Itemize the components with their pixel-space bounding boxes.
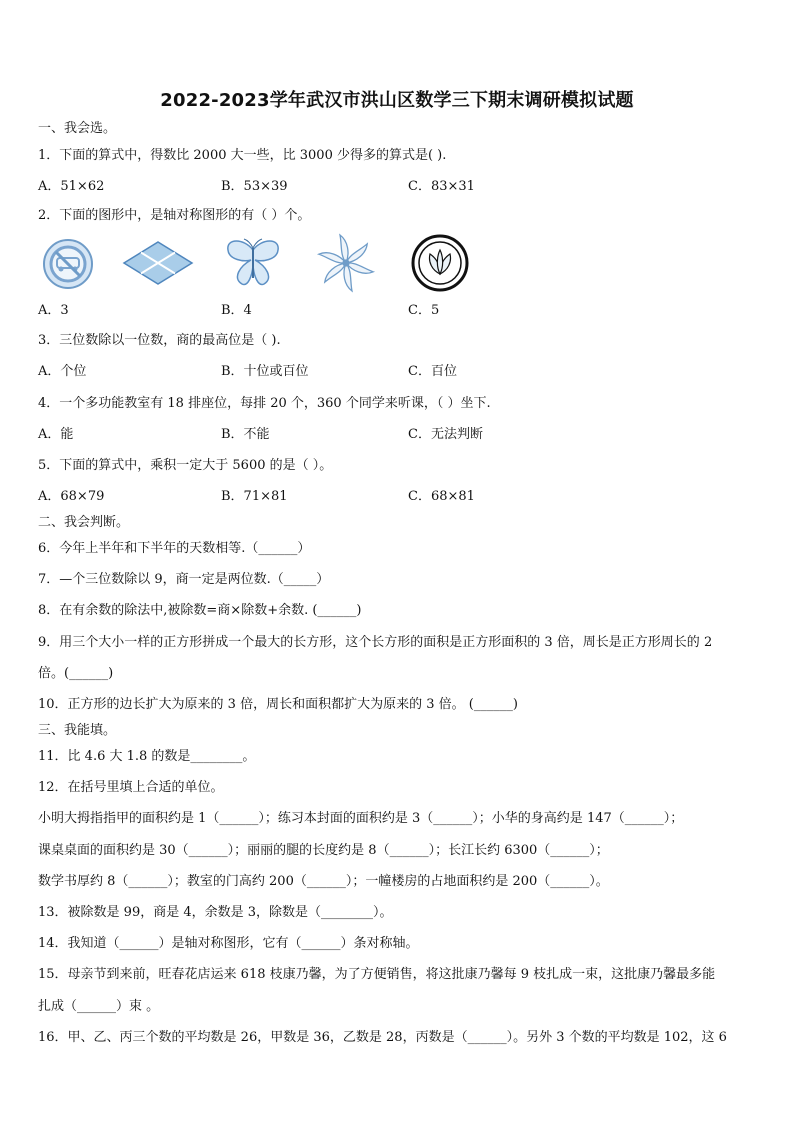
question-1: 1．下面的算式中，得数比 2000 大一些，比 3000 少得多的算式是( ). — [38, 148, 447, 163]
question-12-line-2: 课桌桌面的面积约是 30（______）；丽丽的腿的长度约是 8（______）；长江长约 6300（______）； — [38, 843, 609, 858]
question-12-line-3: 数学书厚约 8（______）；教室的门高约 200（______）；一幢楼房的占地面积约是 200（______）。 — [38, 874, 609, 889]
option-c[interactable]: C．百位 — [408, 364, 457, 379]
question-3: 3．三位数除以一位数，商的最高位是（ ). — [38, 333, 281, 348]
option-b[interactable]: B．53×39 — [221, 179, 288, 194]
rhombus-grid-icon — [122, 240, 194, 286]
option-c[interactable]: C．68×81 — [408, 489, 475, 504]
butterfly-icon — [222, 236, 284, 292]
question-7: 7．—个三位数除以 9，商一定是两位数.（_____） — [38, 572, 330, 587]
pinwheel-flower-icon — [314, 232, 378, 294]
option-a[interactable]: A．个位 — [38, 364, 87, 379]
question-13: 13．被除数是 99，商是 4，余数是 3，除数是（________）。 — [38, 905, 393, 920]
section-heading-judge: 二、我会判断。 — [38, 515, 130, 530]
question-4: 4．一个多功能教室有 18 排座位，每排 20 个，360 个同学来听课，（ ）坐下. — [38, 396, 491, 411]
question-15-line-2: 扎成（______）束 。 — [38, 999, 160, 1014]
option-c[interactable]: C．无法判断 — [408, 427, 483, 442]
option-b[interactable]: B．不能 — [221, 427, 270, 442]
option-b[interactable]: B．4 — [221, 303, 252, 318]
question-12: 12．在括号里填上合适的单位。 — [38, 780, 224, 795]
option-c[interactable]: C．83×31 — [408, 179, 475, 194]
question-10: 10．正方形的边长扩大为原来的 3 倍，周长和面积都扩大为原来的 3 倍。 (______) — [38, 697, 518, 712]
question-2: 2．下面的图形中，是轴对称图形的有（ ）个。 — [38, 208, 311, 223]
option-a[interactable]: A．能 — [38, 427, 74, 442]
question-15-line-1: 15．母亲节到来前，旺春花店运来 618 枝康乃馨，为了方便销售，将这批康乃馨每 9 枝扎成一束，这批康乃馨最多能 — [38, 967, 716, 982]
section-heading-choose: 一、我会选。 — [38, 121, 117, 136]
question-8: 8．在有余数的除法中,被除数=商×除数+余数. (______) — [38, 603, 362, 618]
option-a[interactable]: A．3 — [38, 303, 69, 318]
question-9-line-2: 倍。(______) — [38, 666, 114, 681]
question-9-line-1: 9．用三个大小一样的正方形拼成一个最大的长方形，这个长方形的面积是正方形面积的 3 倍，周长是正方形周长的 2 — [38, 635, 713, 650]
question-11: 11．比 4.6 大 1.8 的数是________。 — [38, 749, 256, 764]
option-c[interactable]: C．5 — [408, 303, 440, 318]
option-b[interactable]: B．71×81 — [221, 489, 288, 504]
question-14: 14．我知道（______）是轴对称图形，它有（______）条对称轴。 — [38, 936, 419, 951]
section-heading-fill: 三、我能填。 — [38, 723, 117, 738]
question-5: 5．下面的算式中，乘积一定大于 5600 的是（ ）。 — [38, 458, 333, 473]
page-title: 2022-2023学年武汉市洪山区数学三下期末调研模拟试题 — [160, 90, 634, 111]
no-vehicle-sign-icon — [40, 238, 96, 290]
question-6: 6．今年上半年和下半年的天数相等.（______） — [38, 541, 311, 556]
option-a[interactable]: A．51×62 — [38, 179, 105, 194]
question-12-line-1: 小明大拇指指甲的面积约是 1（______）；练习本封面的面积约是 3（______）；小华的身高约是 147（______）； — [38, 811, 684, 826]
option-a[interactable]: A．68×79 — [38, 489, 105, 504]
round-leaf-logo-icon — [410, 234, 470, 292]
option-b[interactable]: B．十位或百位 — [221, 364, 309, 379]
question-16: 16．甲、乙、丙三个数的平均数是 26，甲数是 36，乙数是 28，丙数是（______）。另外 3 个数的平均数是 102，这 6 — [38, 1030, 727, 1045]
